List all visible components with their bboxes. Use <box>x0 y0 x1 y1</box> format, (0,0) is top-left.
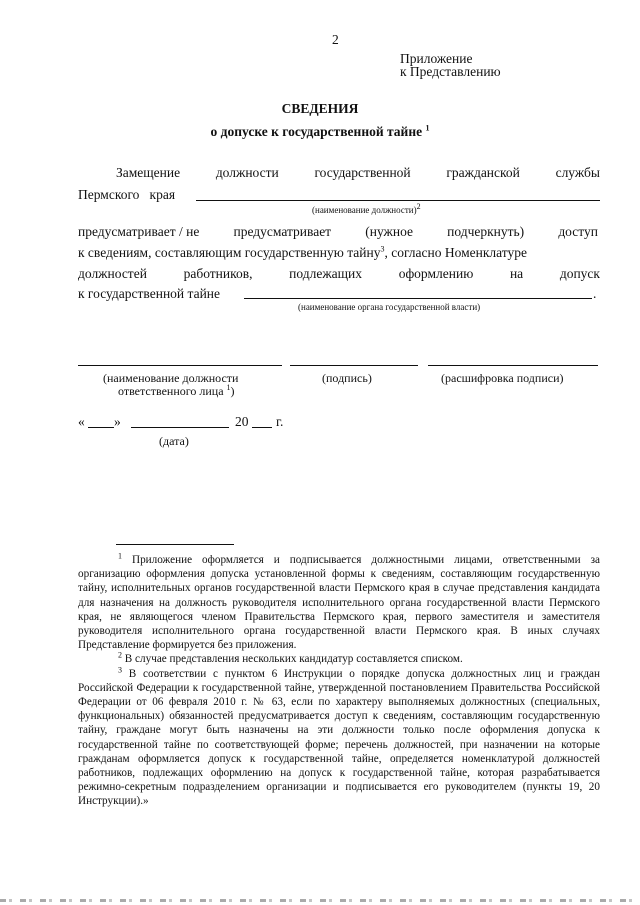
date-day-line[interactable] <box>88 427 114 428</box>
para1-word: Замещение <box>116 165 181 180</box>
para2-word: подчеркнуть) <box>447 224 525 239</box>
date-open-quote: « <box>78 414 85 429</box>
para2-word: на <box>509 266 524 281</box>
document-subtitle <box>0 124 640 140</box>
para2-line2-text: к сведениям, составляющим государственную тайну <box>78 245 381 260</box>
para2-word: предусматривает <box>233 224 332 239</box>
para2-line4: к государственной тайне <box>78 286 221 301</box>
subtitle-footnote-mark: 1 <box>425 123 430 133</box>
responsible-position-label-2 <box>118 384 235 399</box>
para2-line2 <box>78 245 600 261</box>
para2-line3 <box>78 266 600 282</box>
attachment-line-1: Приложение <box>400 51 473 66</box>
signature-line[interactable] <box>290 365 418 366</box>
para1-line1 <box>116 165 600 181</box>
footnote-3-mark: 3 <box>118 664 122 674</box>
authority-name-line[interactable] <box>244 298 592 299</box>
para2-end-period: . <box>593 286 597 301</box>
para1-line2: Пермского края <box>78 187 176 202</box>
para2-word: работников, <box>183 266 253 281</box>
page-number: 2 <box>332 32 339 47</box>
para2-word: доступ <box>558 224 598 239</box>
date-month-line[interactable] <box>131 427 229 428</box>
caption-footnote-mark: 2 <box>416 202 421 211</box>
para1-word: государственной <box>314 165 411 180</box>
footnote-2-mark: 2 <box>118 650 122 660</box>
para2-footnote-mark: 3 <box>380 244 385 254</box>
label-text: ответственного лица <box>118 384 224 398</box>
date-year-line[interactable] <box>252 427 272 428</box>
para2-word: (нужное <box>365 224 413 239</box>
para1-word: должности <box>215 165 279 180</box>
label-close: ) <box>230 384 235 398</box>
scan-artifact-line <box>0 899 640 902</box>
footnote-2 <box>78 652 600 666</box>
subtitle-text: о допуске к государственной тайне <box>210 124 423 139</box>
caption-text: (наименование должности) <box>312 205 417 215</box>
para1-word: гражданской <box>446 165 520 180</box>
signature-decode-line[interactable] <box>428 365 598 366</box>
para2-word: подлежащих <box>289 266 363 281</box>
footnote-separator <box>116 544 234 545</box>
position-name-line[interactable] <box>196 200 600 201</box>
attachment-line-2: к Представлению <box>400 64 501 79</box>
footnote-1-text: Приложение оформляется и подписывается должностными лицами, ответственными за организацию оформления допуска установленной формы к сведениям, составляющим государственную тайну, исполнительных органов государственной власти Пермского края в случае представления кандидата для назначения на должность руководителя исполнительного органа государственной власти Пермского края, не являющегося членом Правительства Пермского края, первого заместителя и заместителя руководителя исполнительного органа государственной власти Пермского края. В иных случаях Представление формируется без приложения. <box>78 554 601 652</box>
footnote-3 <box>78 664 600 809</box>
footnotes-block <box>78 553 600 809</box>
date-year-suffix: г. <box>276 414 284 429</box>
position-name-caption <box>312 202 421 215</box>
document-title: СВЕДЕНИЯ <box>281 101 359 116</box>
para2-line2-rest: , согласно Номенклатуре <box>384 245 528 260</box>
para2-word: должностей <box>78 266 147 281</box>
footnote-2-text: В случае представления нескольких кандидатур составляется списком. <box>124 653 463 666</box>
para2-word: оформлению <box>398 266 474 281</box>
para1-word: службы <box>555 165 600 180</box>
para2-word: допуск <box>559 266 600 281</box>
signature-decode-label: (расшифровка подписи) <box>441 371 564 385</box>
label-footnote-mark: 1 <box>226 383 231 392</box>
date-year-prefix: 20 <box>235 414 249 429</box>
date-close-quote: » <box>114 414 121 429</box>
date-label: (дата) <box>159 434 189 448</box>
para2-line1 <box>78 224 598 240</box>
signature-label: (подпись) <box>322 371 372 385</box>
footnote-1 <box>78 553 600 652</box>
footnote-1-mark: 1 <box>118 551 122 561</box>
footnote-3-text: В соответствии с пунктом 6 Инструкции о порядке допуска должностных лиц и граждан Российской Федерации к государственной тайне, утвержденной постановлением Правительства Российской Федерации от 06 февраля 2010 г. № 63, если по характеру выполняемых должностных (специальных, функциональных) обязанностей предусматривается доступ к сведениям, составляющим государственную тайну, граждане могут быть назначены на эти должности только после оформления допуска к государственной тайне по соответствующей форме; перечень должностей, при назначении на которые гражданам оформляется допуск к государственной тайне, определяется номенклатурой должностей работников, подлежащих оформлению на допуск к государственной тайне, которая разрабатывается режимно-секретным подразделением организации и подписывается его руководителем (пункты 19, 20 Инструкции).» <box>78 667 600 808</box>
authority-name-caption: (наименование органа государственной власти) <box>298 302 481 312</box>
responsible-position-line[interactable] <box>78 365 282 366</box>
para2-word: предусматривает / не <box>78 224 200 239</box>
responsible-position-label-1: (наименование должности <box>103 371 239 385</box>
